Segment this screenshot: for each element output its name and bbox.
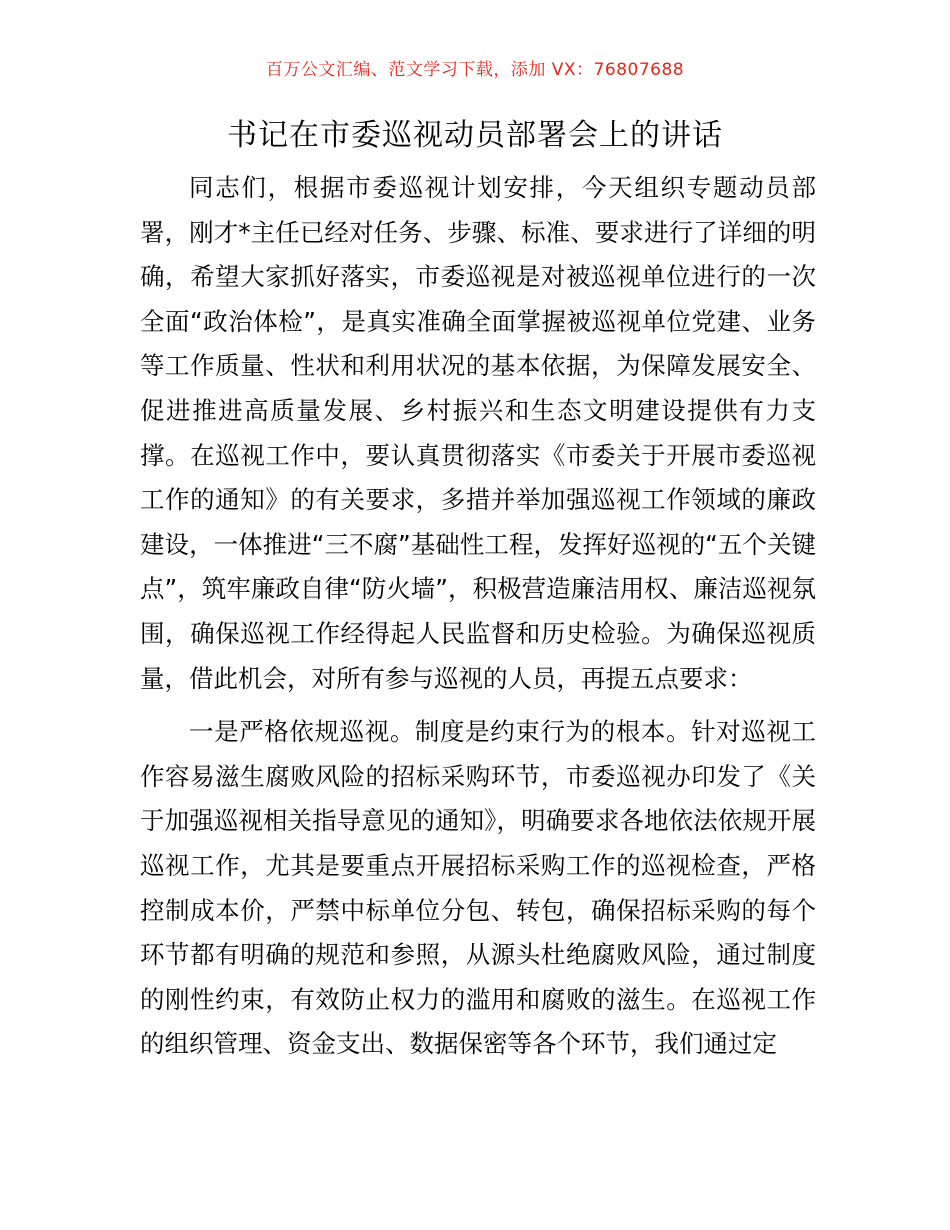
- header-promo-note: 百万公文汇编、范文学习下载，添加 VX：76807688: [265, 60, 685, 80]
- document-body: [140, 166, 816, 1067]
- paragraph-requirement-one: 一是严格依规巡视。制度是约束行为的根本。针对巡视工作容易滋生腐败风险的招标采购环节，市委巡视办印发了《关于加强巡视相关指导意见的通知》，明确要求各地依法依规开展巡视工作，尤其是要重点开展招标采购工作的巡视检查，严格控制成本价，严禁中标单位分包、转包，确保招标采购的每个环节都有明确的规范和参照，从源头杜绝腐败风险，通过制度的刚性约束，有效防止权力的滥用和腐败的滋生。在巡视工作的组织管理、资金支出、数据保密等各个环节，我们通过定: [140, 717, 816, 1059]
- paragraph-intro: 同志们，根据市委巡视计划安排，今天组织专题动员部署，刚才*主任已经对任务、步骤、标准、要求进行了详细的明确，希望大家抓好落实，市委巡视是对被巡视单位进行的一次全面“政治体检”，是真实准确全面掌握被巡视单位党建、业务等工作质量、性状和利用状况的基本依据，为保障发展安全、促进推进高质量发展、乡村振兴和生态文明建设提供有力支撑。在巡视工作中，要认真贯彻落实《市委关于开展市委巡视工作的通知》的有关要求，多措并举加强巡视工作领域的廉政建设，一体推进“三不腐”基础性工程，发挥好巡视的“五个关键点”，筑牢廉政自律“防火墙”，积极营造廉洁用权、廉洁巡视氛围，确保巡视工作经得起人民监督和历史检验。为确保巡视质量，借此机会，对所有参与巡视的人员，再提五点要求：: [140, 173, 816, 693]
- document-title: 书记在市委巡视动员部署会上的讲话: [227, 118, 723, 153]
